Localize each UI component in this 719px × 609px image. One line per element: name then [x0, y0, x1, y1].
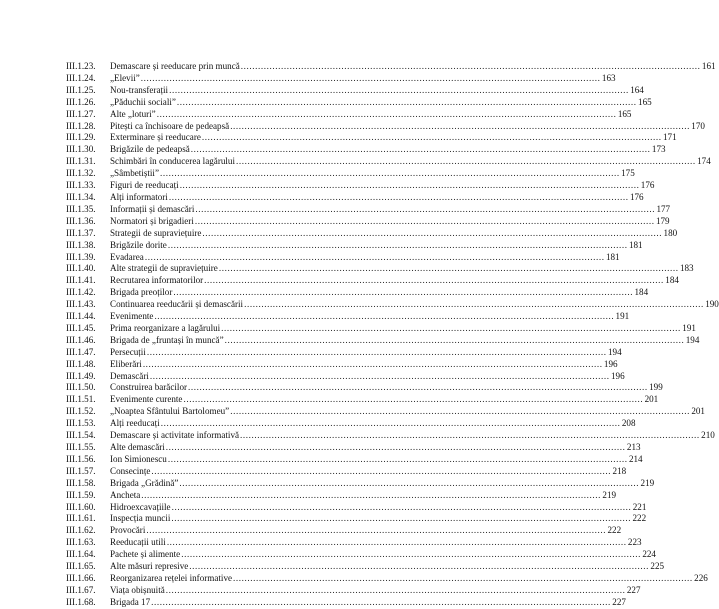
- toc-entry-title: Hidroexcavațiile: [110, 501, 171, 512]
- toc-entry-title: Alți informatori: [110, 191, 168, 202]
- toc-entry-title: Brigada „Grădină”: [110, 477, 179, 488]
- toc-entry-title: Figuri de reeducați: [110, 180, 179, 191]
- toc-entry-number: III.1.36.: [66, 215, 96, 226]
- toc-entry-page-number: 227: [626, 584, 641, 595]
- toc-entry-number: III.1.23.: [66, 61, 96, 71]
- toc-entry-number: III.1.32.: [66, 168, 96, 179]
- toc-entry-title: Evadarea: [110, 251, 144, 262]
- toc-entry-number: III.1.42.: [66, 287, 96, 298]
- toc-entry: [66, 501, 647, 514]
- toc-entry: [66, 406, 705, 418]
- toc-entry-number: III.1.34.: [66, 191, 96, 202]
- toc-entry-title: Brigăzile dorite: [110, 239, 167, 250]
- toc-entry-number: III.1.55.: [66, 442, 96, 452]
- toc-entry: [66, 108, 632, 121]
- dot-leader: ................................................................................................................................................................: [151, 465, 612, 476]
- toc-entry-page-number: 165: [638, 96, 652, 107]
- toc-entry-number: III.1.49.: [66, 370, 96, 381]
- toc-entry-page-number: 190: [705, 299, 719, 310]
- toc-entry-title: „Păduchii sociali”: [110, 96, 176, 107]
- toc-entry-page-number: 176: [629, 191, 644, 202]
- toc-entry-page-number: 196: [603, 358, 618, 369]
- dot-leader: ................................................................................................................................................................: [167, 239, 628, 250]
- toc-entry-title: Viața obișnuită: [110, 584, 165, 595]
- toc-entry-number: III.1.65.: [66, 561, 96, 572]
- dot-leader: ................................................................................................................................................................: [173, 287, 634, 298]
- toc-entry-title: Persecuții: [110, 346, 146, 357]
- dot-leader: ................................................................................................................................................................: [224, 334, 685, 345]
- toc-entry-page-number: 194: [607, 346, 622, 357]
- toc-entry-title: Normatori și brigadieri: [110, 215, 194, 226]
- toc-entry-title: Alte strategii de supraviețuire: [110, 263, 218, 274]
- dot-leader: ................................................................................................................................................................: [169, 84, 629, 95]
- toc-entry: [66, 239, 643, 252]
- toc-entry: [66, 132, 677, 144]
- toc-entry: [66, 287, 649, 299]
- dot-leader: ................................................................................................................................................................: [166, 537, 627, 548]
- toc-entry-page-number: 227: [612, 596, 626, 607]
- dot-leader: ................................................................................................................................................................: [149, 370, 610, 381]
- dot-leader: ................................................................................................................................................................: [176, 96, 637, 107]
- toc-entry-title: Pachete și alimente: [110, 549, 181, 560]
- toc-entry-number: III.1.62.: [66, 525, 96, 536]
- toc-entry: [66, 144, 666, 156]
- dot-leader: ................................................................................................................................................................: [171, 513, 632, 524]
- toc-entry: [66, 537, 642, 549]
- dot-leader: ................................................................................................................................................................: [156, 108, 617, 119]
- toc-entry-title: Evenimente: [110, 311, 154, 322]
- toc-entry-page-number: 191: [615, 311, 630, 322]
- toc-entry-page-number: 201: [691, 406, 705, 417]
- toc-entry-page-number: 221: [632, 501, 647, 512]
- toc-entry-number: III.1.46.: [66, 334, 96, 345]
- toc-entry-number: III.1.29.: [66, 132, 96, 143]
- toc-entry: [66, 442, 641, 454]
- toc-entry-page-number: 174: [697, 156, 711, 167]
- toc-entry: [66, 418, 636, 430]
- toc-entry: [66, 203, 671, 216]
- toc-entry-page-number: 208: [621, 418, 636, 429]
- toc-entry: [66, 168, 635, 180]
- toc-entry-number: III.1.52.: [66, 406, 96, 417]
- toc-entry: [66, 215, 670, 228]
- dot-leader: ................................................................................................................................................................: [142, 358, 603, 369]
- toc-entry-number: III.1.47.: [66, 346, 96, 357]
- toc-entry-number: III.1.58.: [66, 477, 96, 488]
- toc-entry-page-number: 180: [663, 227, 678, 238]
- toc-entry: [66, 430, 715, 442]
- dot-leader: ................................................................................................................................................................: [190, 144, 651, 155]
- dot-leader: ................................................................................................................................................................: [194, 215, 655, 226]
- toc-entry: [66, 334, 700, 347]
- toc-entry-title: Exterminare și reeducare: [110, 132, 201, 143]
- dot-leader: ................................................................................................................................................................: [218, 263, 679, 274]
- toc-entry-title: Consecințe: [110, 465, 151, 476]
- dot-leader: ................................................................................................................................................................: [233, 572, 693, 583]
- toc-entry: [66, 596, 626, 609]
- toc-entry-number: III.1.38.: [66, 239, 96, 250]
- dot-leader: ................................................................................................................................................................: [146, 346, 607, 357]
- toc-entry-page-number: 213: [626, 442, 641, 452]
- toc-entry-title: Recrutarea informatorilor: [110, 275, 204, 286]
- toc-entry-page-number: 175: [621, 168, 635, 179]
- dot-leader: ................................................................................................................................................................: [141, 489, 602, 500]
- toc-entry-number: III.1.67.: [66, 584, 96, 595]
- toc-entry-number: III.1.35.: [66, 203, 96, 214]
- toc-entry-page-number: 163: [601, 72, 616, 83]
- toc-entry-page-number: 176: [640, 180, 655, 191]
- toc-entry: [66, 322, 696, 335]
- toc-entry-title: Reorganizarea rețelei informative: [110, 572, 233, 583]
- dot-leader: ................................................................................................................................................................: [144, 251, 605, 262]
- toc-entry-title: Inspecția muncii: [110, 513, 171, 524]
- toc-entry-page-number: 222: [632, 513, 647, 524]
- dot-leader: ................................................................................................................................................................: [165, 442, 626, 452]
- dot-leader: ................................................................................................................................................................: [202, 227, 663, 238]
- toc-entry-title: Eliberări: [110, 358, 142, 369]
- toc-entry-page-number: 173: [651, 144, 666, 155]
- toc-entry: [66, 311, 630, 323]
- toc-entry: [66, 465, 627, 478]
- toc-entry-page-number: 184: [634, 287, 649, 298]
- toc-entry: [66, 525, 622, 537]
- toc-entry-number: III.1.28.: [66, 120, 96, 131]
- toc-entry-number: III.1.60.: [66, 501, 96, 512]
- toc-entry-number: III.1.41.: [66, 275, 96, 286]
- toc-entry-number: III.1.44.: [66, 311, 96, 322]
- toc-entry-page-number: 181: [605, 251, 620, 262]
- dot-leader: ................................................................................................................................................................: [230, 406, 690, 417]
- toc-entry: [66, 453, 643, 466]
- toc-entry-page-number: 191: [682, 322, 696, 333]
- toc-entry-number: III.1.39.: [66, 251, 96, 262]
- toc-entry-number: III.1.59.: [66, 489, 96, 500]
- toc-entry-page-number: 194: [685, 334, 700, 345]
- toc-entry-number: III.1.53.: [66, 418, 96, 429]
- toc-entry-title: Nou-transferații: [110, 84, 169, 95]
- toc-entry-page-number: 184: [665, 275, 679, 286]
- toc-entry-number: III.1.25.: [66, 84, 96, 95]
- toc-entry-title: Brigăzile de pedeapsă: [110, 144, 190, 155]
- toc-entry: [66, 572, 708, 585]
- toc-entry-title: Demascare și reeducare prin muncă: [110, 61, 240, 71]
- dot-leader: ................................................................................................................................................................: [183, 394, 644, 405]
- toc-entry-page-number: 226: [694, 572, 708, 583]
- toc-entry-page-number: 223: [627, 537, 642, 548]
- toc-entry-title: Prima reorganizare a lagărului: [110, 322, 221, 333]
- toc-entry-number: III.1.50.: [66, 382, 96, 393]
- toc-entry-title: Reeducații utili: [110, 537, 166, 548]
- toc-entry-page-number: 201: [644, 394, 659, 405]
- dot-leader: ................................................................................................................................................................: [240, 430, 700, 441]
- dot-leader: ................................................................................................................................................................: [201, 132, 662, 143]
- dot-leader: ................................................................................................................................................................: [160, 418, 621, 429]
- toc-entry-number: III.1.48.: [66, 358, 96, 369]
- toc-entry: [66, 263, 694, 275]
- dot-leader: ................................................................................................................................................................: [171, 501, 632, 512]
- toc-entry-title: Strategii de supraviețuire: [110, 227, 202, 238]
- dot-leader: ................................................................................................................................................................: [165, 584, 626, 595]
- toc-entry-number: III.1.26.: [66, 96, 96, 107]
- toc-entry-page-number: 222: [607, 525, 622, 536]
- toc-entry: [66, 299, 719, 311]
- toc-entry-title: Ion Simionescu: [110, 453, 167, 464]
- dot-leader: ................................................................................................................................................................: [151, 596, 611, 607]
- dot-leader: ................................................................................................................................................................: [167, 453, 628, 464]
- dot-leader: ................................................................................................................................................................: [160, 168, 620, 179]
- toc-entry-title: Ancheta: [110, 489, 141, 500]
- toc-entry-page-number: 214: [628, 453, 643, 464]
- toc-entry-page-number: 165: [617, 108, 632, 119]
- toc-entry-number: III.1.68.: [66, 596, 96, 607]
- toc-entry: [66, 156, 711, 168]
- toc-entry-title: Brigada de „fruntași în muncă”: [110, 334, 224, 345]
- toc-entry-number: III.1.27.: [66, 108, 96, 119]
- toc-entry: [66, 61, 716, 73]
- toc-entry-title: Evenimente curente: [110, 394, 183, 405]
- dot-leader: ................................................................................................................................................................: [179, 180, 640, 191]
- toc-entry: [66, 382, 663, 394]
- toc-entry: [66, 191, 644, 204]
- toc-entry: [66, 370, 625, 383]
- dot-leader: ................................................................................................................................................................: [140, 72, 601, 83]
- toc-entry-title: Brigada preoților: [110, 287, 173, 298]
- toc-entry-page-number: 218: [612, 465, 627, 476]
- toc-entry-title: Demascări: [110, 370, 149, 381]
- toc-entry-number: III.1.31.: [66, 156, 96, 167]
- toc-entry-page-number: 179: [655, 215, 670, 226]
- toc-entry-title: Provocări: [110, 525, 146, 536]
- toc-entry: [66, 72, 616, 85]
- toc-entry-page-number: 219: [602, 489, 617, 500]
- toc-entry-title: Schimbări în conducerea lagărului: [110, 156, 235, 167]
- dot-leader: ................................................................................................................................................................: [179, 477, 640, 488]
- toc-entry-page-number: 171: [663, 132, 677, 143]
- toc-entry-number: III.1.45.: [66, 322, 96, 333]
- dot-leader: ................................................................................................................................................................: [168, 191, 629, 202]
- toc-entry-page-number: 177: [656, 203, 671, 214]
- dot-leader: ................................................................................................................................................................: [204, 275, 664, 286]
- dot-leader: ................................................................................................................................................................: [230, 120, 690, 131]
- toc-entry: [66, 489, 617, 502]
- toc-entry-title: Alte „loturi”: [110, 108, 156, 119]
- toc-entry: [66, 394, 659, 406]
- toc-entry-page-number: 196: [611, 370, 625, 381]
- toc-entry-number: III.1.40.: [66, 263, 96, 274]
- toc-entry-number: III.1.57.: [66, 465, 96, 476]
- toc-entry: [66, 358, 618, 371]
- table-of-contents: [66, 61, 719, 609]
- toc-entry-number: III.1.63.: [66, 537, 96, 548]
- toc-entry: [66, 275, 679, 287]
- dot-leader: ................................................................................................................................................................: [195, 203, 656, 214]
- toc-entry-title: Pitești ca închisoare de pedeapsă: [110, 120, 230, 131]
- toc-entry-number: III.1.54.: [66, 430, 96, 441]
- toc-entry-page-number: 225: [650, 561, 665, 572]
- toc-entry-page-number: 183: [679, 263, 694, 274]
- toc-entry-page-number: 161: [701, 61, 716, 71]
- dot-leader: ................................................................................................................................................................: [221, 322, 681, 333]
- toc-entry-page-number: 210: [701, 430, 715, 441]
- toc-entry-number: III.1.24.: [66, 72, 96, 83]
- toc-entry: [66, 96, 652, 109]
- toc-entry-title: Continuarea reeducării și demascării: [110, 299, 244, 310]
- toc-entry-page-number: 199: [649, 382, 663, 393]
- toc-entry-number: III.1.37.: [66, 227, 96, 238]
- toc-entry-number: III.1.43.: [66, 299, 96, 310]
- dot-leader: ................................................................................................................................................................: [181, 549, 641, 560]
- dot-leader: ................................................................................................................................................................: [244, 299, 704, 310]
- toc-entry: [66, 513, 647, 525]
- dot-leader: ................................................................................................................................................................: [240, 61, 701, 71]
- toc-entry-number: III.1.56.: [66, 453, 96, 464]
- toc-entry-title: Demascare și activitate informativă: [110, 430, 240, 441]
- toc-entry-page-number: 181: [628, 239, 643, 250]
- toc-entry-title: Construirea barăcilor: [110, 382, 188, 393]
- toc-entry: [66, 180, 655, 192]
- toc-entry-title: Brigada 17: [110, 596, 151, 607]
- dot-leader: ................................................................................................................................................................: [188, 382, 648, 393]
- toc-entry-page-number: 164: [630, 84, 644, 95]
- toc-entry-title: Alte demascări: [110, 442, 165, 452]
- toc-entry: [66, 84, 644, 97]
- toc-entry-number: III.1.64.: [66, 549, 96, 560]
- toc-entry: [66, 227, 678, 240]
- toc-entry-title: „Noaptea Sfântului Bartolomeu”: [110, 406, 230, 417]
- toc-entry: [66, 251, 620, 264]
- toc-entry: [66, 549, 656, 561]
- toc-entry-number: III.1.61.: [66, 513, 96, 524]
- toc-entry-number: III.1.66.: [66, 572, 96, 583]
- toc-entry: [66, 120, 705, 133]
- toc-entry-title: Alți reeducați: [110, 418, 160, 429]
- toc-entry-title: „Elevii”: [110, 72, 140, 83]
- toc-entry-title: Alte măsuri represive: [110, 561, 189, 572]
- toc-entry-number: III.1.30.: [66, 144, 96, 155]
- toc-entry: [66, 346, 622, 359]
- dot-leader: ................................................................................................................................................................: [154, 311, 615, 322]
- toc-entry-page-number: 170: [691, 120, 705, 131]
- toc-entry-page-number: 219: [640, 477, 655, 488]
- toc-entry-page-number: 224: [642, 549, 656, 560]
- toc-entry: [66, 584, 641, 597]
- toc-entry-number: III.1.33.: [66, 180, 96, 191]
- dot-leader: ................................................................................................................................................................: [146, 525, 607, 536]
- dot-leader: ................................................................................................................................................................: [236, 156, 696, 167]
- toc-entry-title: „Sâmbetiștii”: [110, 168, 159, 179]
- toc-entry-number: III.1.51.: [66, 394, 96, 405]
- toc-entry-title: Informații și demascări: [110, 203, 195, 214]
- toc-entry: [66, 561, 665, 573]
- toc-entry: [66, 477, 655, 490]
- dot-leader: ................................................................................................................................................................: [189, 561, 650, 572]
